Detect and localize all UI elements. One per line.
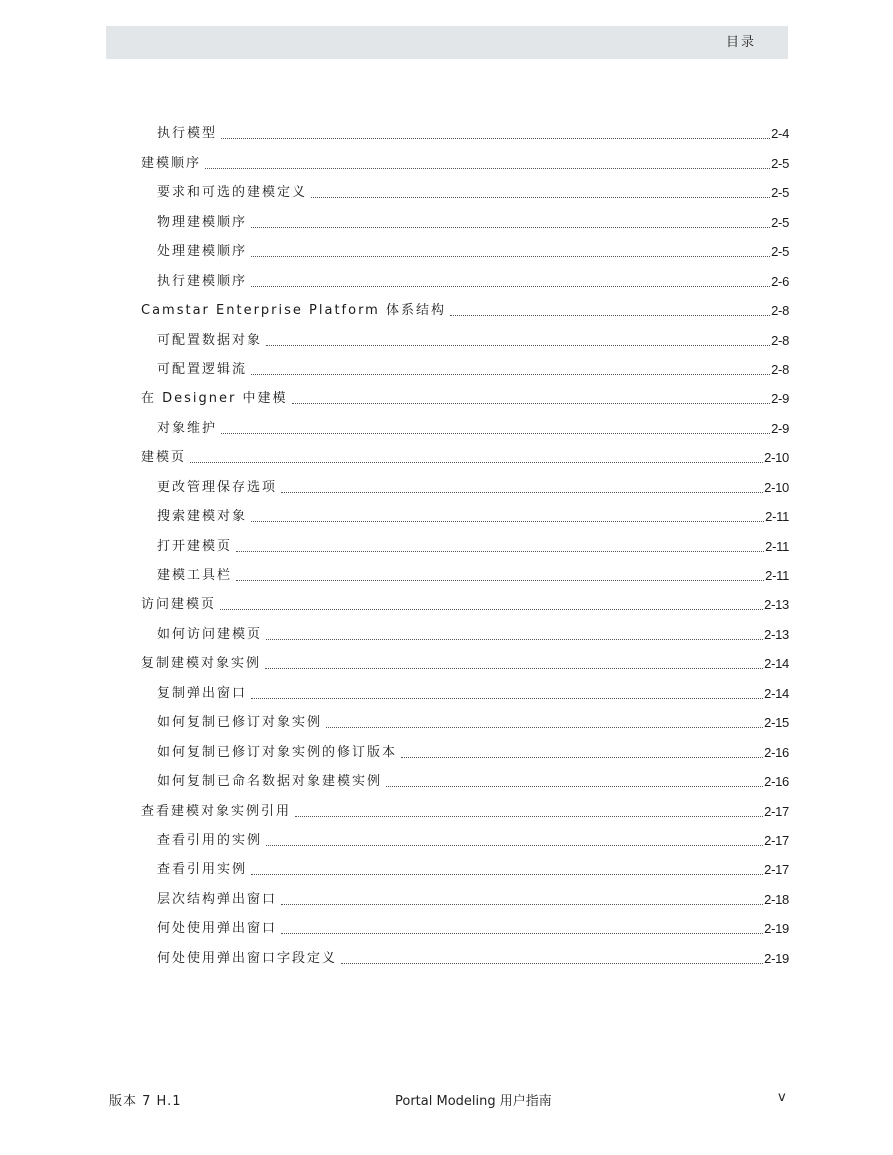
toc-entry-label: 在 Designer 中建模	[141, 391, 288, 407]
toc-entry-page: 2-8	[771, 303, 789, 319]
toc-entry[interactable]	[141, 878, 789, 907]
toc-entry[interactable]	[141, 290, 789, 319]
toc-dot-leader	[295, 816, 763, 817]
toc-entry[interactable]	[141, 231, 789, 260]
toc-entry-label: 如何访问建模页	[157, 626, 263, 642]
toc-dot-leader	[190, 462, 763, 463]
toc-dot-leader	[386, 786, 763, 787]
toc-entry-page: 2-8	[771, 361, 789, 377]
toc-entry-label: 访问建模页	[141, 597, 217, 613]
toc-entry-page: 2-13	[764, 626, 789, 642]
toc-entry-page: 2-16	[764, 774, 789, 790]
toc-entry-page: 2-8	[771, 332, 789, 348]
toc-entry[interactable]	[141, 790, 789, 819]
toc-entry-label: 如何复制已修订对象实例的修订版本	[157, 744, 398, 760]
toc-entry-page: 2-5	[771, 185, 789, 201]
toc-entry-page: 2-5	[771, 155, 789, 171]
toc-entry-label: Camstar Enterprise Platform 体系结构	[141, 303, 446, 319]
toc-entry[interactable]	[141, 437, 789, 466]
toc-dot-leader	[326, 727, 763, 728]
toc-entry-label: 执行建模顺序	[157, 273, 248, 289]
toc-entry[interactable]	[141, 201, 789, 230]
toc-entry[interactable]	[141, 349, 789, 378]
toc-entry-page: 2-16	[764, 744, 789, 760]
footer-page-number: v	[778, 1090, 786, 1105]
toc-entry-page: 2-15	[764, 715, 789, 731]
toc-entry-page: 2-10	[764, 450, 789, 466]
toc-dot-leader	[281, 933, 763, 934]
toc-dot-leader	[266, 639, 763, 640]
toc-dot-leader	[220, 609, 763, 610]
toc-dot-leader	[251, 286, 770, 287]
toc-entry[interactable]	[141, 319, 789, 348]
toc-entry-label: 更改管理保存选项	[157, 479, 278, 495]
toc-dot-leader	[221, 433, 770, 434]
toc-entry-page: 2-6	[771, 273, 789, 289]
toc-entry[interactable]	[141, 908, 789, 937]
toc-entry-label: 查看引用的实例	[157, 832, 263, 848]
toc-dot-leader	[450, 315, 770, 316]
toc-entry-page: 2-11	[765, 509, 789, 525]
toc-entry[interactable]	[141, 584, 789, 613]
footer-guide-title: Portal Modeling 用户指南	[395, 1094, 552, 1109]
header-bar	[106, 26, 788, 59]
toc-entry-page: 2-11	[765, 538, 789, 554]
toc-entry-page: 2-9	[771, 420, 789, 436]
toc-dot-leader	[311, 197, 770, 198]
toc-entry[interactable]	[141, 731, 789, 760]
toc-entry-label: 对象维护	[157, 420, 218, 436]
toc-dot-leader	[205, 168, 770, 169]
toc-entry-label: 层次结构弹出窗口	[157, 891, 278, 907]
toc-entry[interactable]	[141, 525, 789, 554]
toc-entry-page: 2-13	[764, 597, 789, 613]
toc-entry-label: 可配置数据对象	[157, 332, 263, 348]
toc-entry-label: 建模页	[141, 450, 187, 466]
toc-dot-leader	[265, 668, 763, 669]
toc-dot-leader	[401, 757, 763, 758]
toc-entry-page: 2-17	[764, 832, 789, 848]
toc-entry-label: 搜索建模对象	[157, 509, 248, 525]
toc-dot-leader	[281, 904, 763, 905]
toc-entry-label: 执行模型	[157, 126, 218, 142]
toc-dot-leader	[251, 521, 764, 522]
toc-dot-leader	[341, 963, 763, 964]
toc-entry-page: 2-9	[771, 391, 789, 407]
toc-entry[interactable]	[141, 466, 789, 495]
toc-entry[interactable]	[141, 172, 789, 201]
toc-entry-label: 复制弹出窗口	[157, 685, 248, 701]
toc-dot-leader	[292, 403, 771, 404]
toc-dot-leader	[221, 138, 770, 139]
toc-entry[interactable]	[141, 378, 789, 407]
toc-dot-leader	[236, 551, 764, 552]
toc-entry-label: 何处使用弹出窗口	[157, 921, 278, 937]
toc-entry-page: 2-11	[765, 568, 789, 583]
toc-entry-page: 2-14	[764, 685, 789, 701]
toc-entry[interactable]	[141, 820, 789, 849]
toc-entry-page: 2-17	[764, 862, 789, 878]
table-of-contents	[141, 113, 789, 967]
toc-dot-leader	[266, 845, 763, 846]
toc-entry-label: 可配置逻辑流	[157, 361, 248, 377]
toc-entry[interactable]	[141, 496, 789, 525]
toc-entry[interactable]	[141, 849, 789, 878]
toc-dot-leader	[251, 227, 770, 228]
toc-entry-label: 如何复制已修订对象实例	[157, 715, 323, 731]
toc-entry[interactable]	[141, 555, 789, 584]
toc-entry[interactable]	[141, 613, 789, 642]
toc-dot-leader	[266, 345, 770, 346]
toc-entry-label: 处理建模顺序	[157, 244, 248, 260]
page-title: 目录	[725, 35, 756, 50]
toc-entry[interactable]	[141, 142, 789, 171]
toc-entry-page: 2-19	[764, 950, 789, 966]
toc-dot-leader	[236, 580, 764, 581]
toc-entry[interactable]	[141, 643, 789, 672]
toc-entry[interactable]	[141, 113, 789, 142]
toc-entry[interactable]	[141, 937, 789, 966]
toc-entry[interactable]	[141, 761, 789, 790]
footer-version: 版本 7 H.1	[109, 1094, 182, 1109]
toc-entry-label: 复制建模对象实例	[141, 656, 262, 672]
toc-dot-leader	[251, 374, 770, 375]
toc-entry-page: 2-18	[764, 891, 789, 907]
toc-entry-label: 建模工具栏	[157, 568, 233, 583]
toc-entry-page: 2-19	[764, 921, 789, 937]
toc-entry[interactable]	[141, 407, 789, 436]
toc-entry-label: 如何复制已命名数据对象建模实例	[157, 774, 383, 790]
toc-dot-leader	[281, 492, 763, 493]
toc-dot-leader	[251, 256, 770, 257]
toc-entry[interactable]	[141, 672, 789, 701]
toc-entry-label: 何处使用弹出窗口字段定义	[157, 950, 338, 966]
toc-dot-leader	[251, 874, 763, 875]
toc-entry[interactable]	[141, 260, 789, 289]
toc-entry-page: 2-14	[764, 656, 789, 672]
toc-entry-label: 要求和可选的建模定义	[157, 185, 308, 201]
toc-entry-label: 查看建模对象实例引用	[141, 803, 292, 819]
toc-entry-label: 物理建模顺序	[157, 214, 248, 230]
toc-dot-leader	[251, 698, 763, 699]
toc-entry-label: 建模顺序	[141, 155, 202, 171]
toc-entry-page: 2-10	[764, 479, 789, 495]
toc-entry[interactable]	[141, 702, 789, 731]
toc-entry-label: 查看引用实例	[157, 862, 248, 878]
toc-entry-page: 2-4	[771, 126, 789, 142]
toc-entry-page: 2-17	[764, 803, 789, 819]
toc-entry-page: 2-5	[771, 244, 789, 260]
toc-entry-page: 2-5	[771, 214, 789, 230]
toc-entry-label: 打开建模页	[157, 538, 233, 554]
